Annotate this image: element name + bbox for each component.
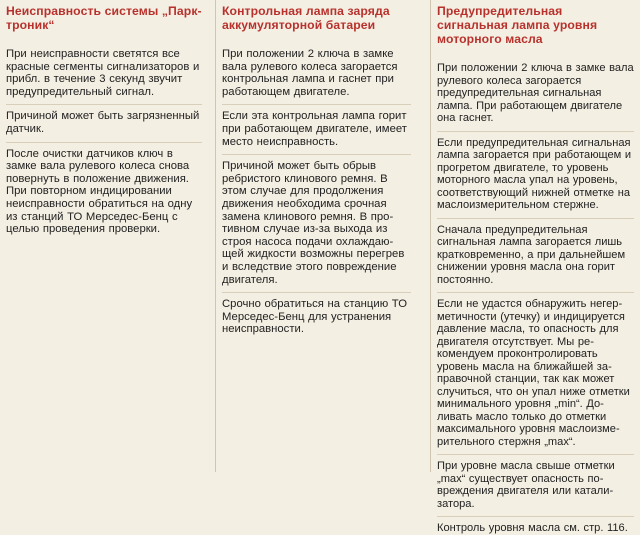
section-battery-charge-lamp: [215, 0, 411, 472]
paragraph: Причиной может быть обрыв ребристого клинового ремня. В этом случае для продолжения движения необходима срочная замена клинового ремня. В противном случае из-за выхода из строя насоса подачи охлаждающей жидкости возможны перегрев и вследствие этого повреждение двигателя.: [222, 154, 411, 286]
section-heading: Контрольная лампа заряда аккумуляторной батареи: [222, 4, 390, 32]
paragraph: При уровне масла свыше отметки „max“ существует опасность повреждения двигателя или катализатора.: [437, 454, 634, 510]
paragraph: Контроль уровня масла см. стр. 116.: [437, 516, 634, 535]
section-oil-level-lamp: [430, 0, 634, 534]
paragraph: Если предупредительная сигнальная лампа загорается при работающем и прогретом двигателе, то уровень моторного масла упал на уровень, соответствующий нижней отметке на маслоизмерительном стержне.: [437, 131, 634, 212]
paragraph: Срочно обратиться на станцию ТО Мерседес-Бенц для устранения неисправности.: [222, 292, 411, 336]
paragraph: Если не удастся обнаружить негерметичности (утечку) и индицируется давление масла, то опасность для двигателя отсутствует. Мы рекомендуем проконтролировать уровень масла на ближайшей заправочной станции, так как может случиться, что он упал ниже отметки минимального уровня „min“. Доливать масло только до отметки максимального уровня маслоизмерительного стержня „max“.: [437, 292, 634, 448]
section-heading: Предупредительная сигнальная лампа уровня моторного масла: [437, 4, 598, 46]
paragraph: Если эта контрольная лампа горит при работающем двигателе, имеет место неисправность.: [222, 104, 411, 148]
paragraph: При положении 2 ключа в замке вала рулевого колеса загорается предупредительная сигнальная лампа. При работающем двигателе она гаснет.: [437, 62, 634, 124]
paragraph: При положении 2 ключа в замке вала рулевого колеса загорается контрольная лампа и гаснет при работающем двигателе.: [222, 48, 398, 98]
paragraph: После очистки датчиков ключ в замке вала рулевого колеса снова повернуть в положение движения. При повторном индицировании неисправности обратиться на одну из станций ТО Мерседес-Бенц с целью проведения проверки.: [6, 142, 202, 236]
paragraph: При неисправности светятся все красные сегменты сигнализаторов и прибл. в течение 3 секунд звучит предупредительный сигнал.: [6, 48, 200, 98]
section-parktronic-fault: [6, 0, 202, 242]
paragraph: Причиной может быть загрязненный датчик.: [6, 104, 202, 135]
paragraph: Сначала предупредительная сигнальная лампа загорается лишь кратковременно, а при дальнейшем снижении уровня масла она горит постоянно.: [437, 218, 634, 287]
section-heading: Неисправность системы „Парктроник“: [6, 4, 202, 32]
